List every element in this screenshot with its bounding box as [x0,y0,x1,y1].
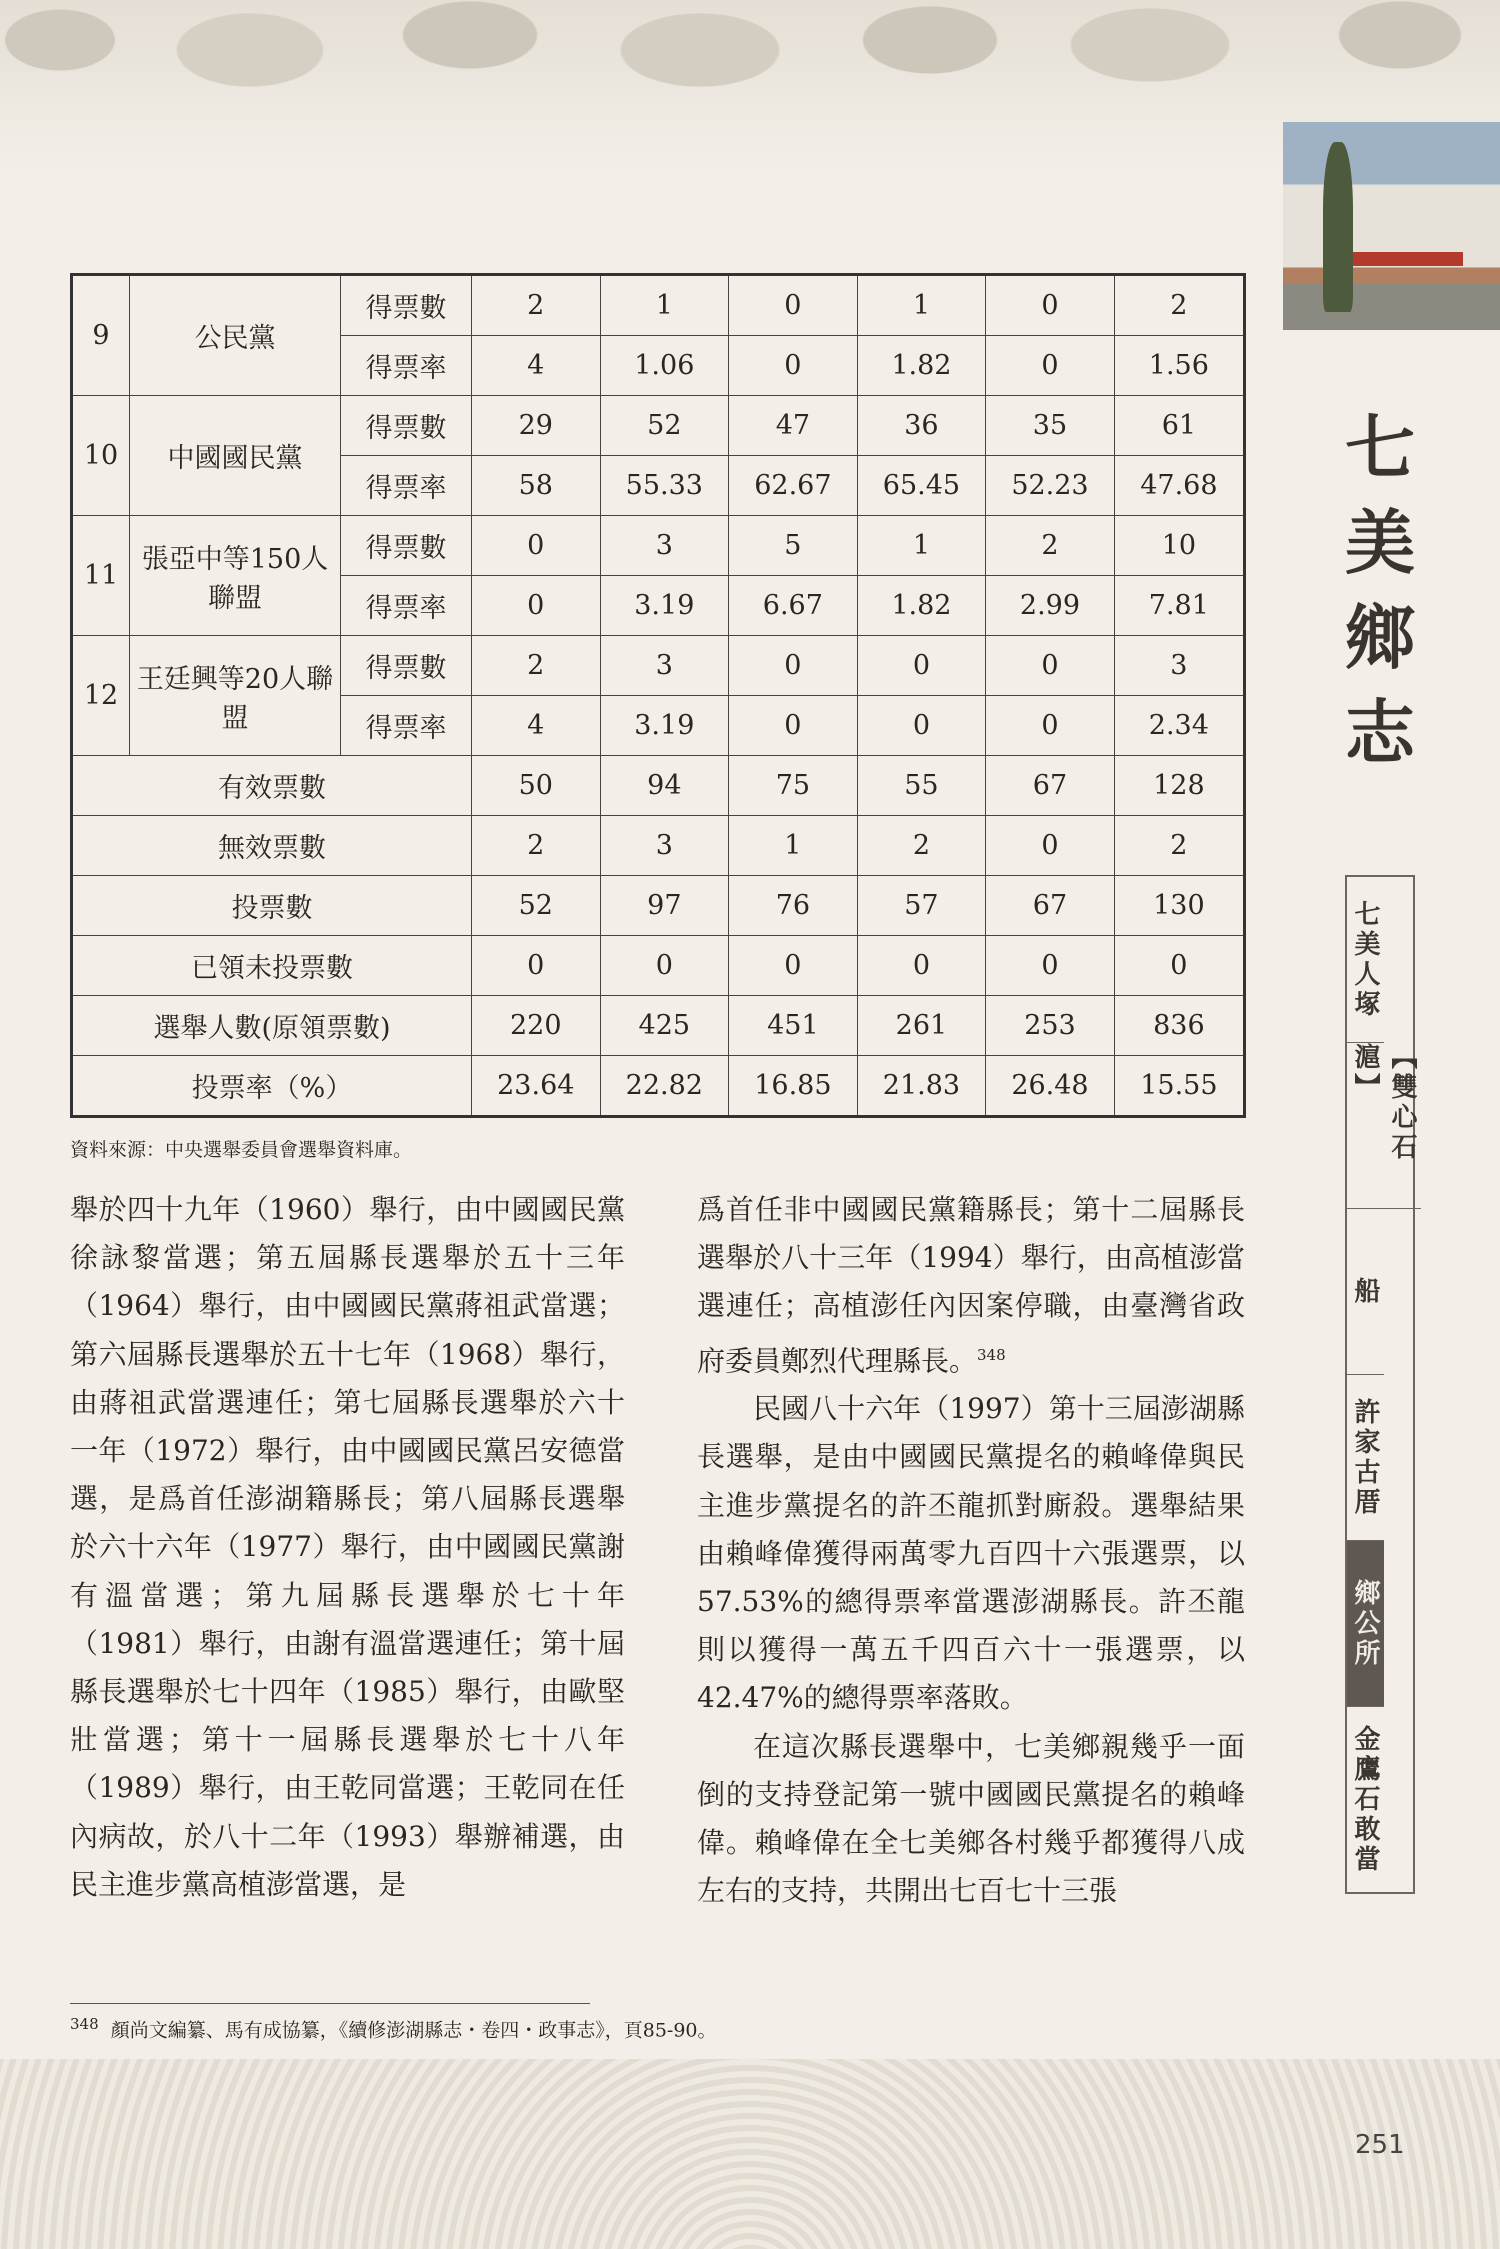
book-title-char: 美 [1345,501,1415,584]
table-cell: 2.34 [1114,696,1244,756]
table-cell: 2 [472,275,601,336]
table-cell: 0 [986,816,1115,876]
table-cell: 2 [472,816,601,876]
table-row [72,816,1245,876]
table-cell: 2 [1114,816,1244,876]
table-cell: 3 [600,636,729,696]
table-cell: 22.82 [600,1056,729,1117]
row-label: 得票數 [341,516,472,576]
table-cell: 67 [986,876,1115,936]
table-cell: 261 [857,996,986,1056]
table-cell: 0 [729,636,858,696]
paragraph: 在這次縣長選舉中，七美鄉親幾乎一面倒的支持登記第一號中國國民黨提名的賴峰偉。賴峰偉在全七美鄉各村幾乎都獲得八成左右的支持，共開出七百七十三張 [697,1729,1245,1908]
footnote-divider [70,2003,590,2004]
table-cell: 2 [986,516,1115,576]
township-office-photo [1283,122,1500,330]
table-cell: 253 [986,996,1115,1056]
footnote-number: 348 [70,2015,99,2033]
book-title-char: 志 [1345,691,1415,774]
footnote-text: 顏尚文編纂、馬有成協纂，《續修澎湖縣志・卷四・政事志》，頁85-90。 [110,2019,717,2042]
paragraph [697,1186,1245,1385]
table-cell: 1.82 [857,336,986,396]
table-cell: 1.82 [857,576,986,636]
table-cell: 128 [1114,756,1244,816]
total-label: 有效票數 [72,756,472,816]
table-cell: 2 [472,636,601,696]
table-row [72,516,1245,576]
table-cell: 58 [472,456,601,516]
table-cell: 1 [729,816,858,876]
table-cell: 0 [729,336,858,396]
table-row [72,396,1245,456]
table-cell: 75 [729,756,858,816]
paragraph: 民國八十六年（1997）第十三屆澎湖縣長選舉，是由中國國民黨提名的賴峰偉與民主進步黨提名的許丕龍抓對廝殺。選舉結果由賴峰偉獲得兩萬零九百四十六張選票，以57.53%的總得票率當選澎湖縣長。許丕龍則以獲得一萬五千四百六十一張選票，以42.47%的總得票率落敗。 [697,1392,1245,1715]
table-cell: 0 [857,696,986,756]
table-cell: 0 [729,696,858,756]
chapter-tabs [1345,875,1415,1894]
candidate-number: 10 [72,396,130,516]
book-title-char: 鄉 [1345,596,1415,679]
table-cell: 0 [857,636,986,696]
table-cell: 3.19 [600,576,729,636]
candidate-name: 王廷興等20人聯盟 [130,636,341,756]
banner [1353,252,1463,266]
row-label: 得票數 [341,275,472,336]
table-cell: 2 [857,816,986,876]
table-cell: 67 [986,756,1115,816]
table-cell: 2 [1114,275,1244,336]
table-cell: 3.19 [600,696,729,756]
footnote [70,2015,717,2042]
table-cell: 2.99 [986,576,1115,636]
tab-qimei-tomb[interactable]: 七美人塚 [1347,877,1384,1043]
table-cell: 1.06 [600,336,729,396]
tree [1323,142,1353,312]
total-label: 投票數 [72,876,472,936]
candidate-name: 中國國民黨 [130,396,341,516]
tab-township-office[interactable]: 鄉公所 [1347,1541,1384,1707]
total-label: 無效票數 [72,816,472,876]
table-cell: 55.33 [600,456,729,516]
table-cell: 52.23 [986,456,1115,516]
row-label: 得票數 [341,636,472,696]
table-cell: 0 [472,936,601,996]
table-cell: 1 [857,516,986,576]
table-cell: 36 [857,396,986,456]
tab-eagle-stone[interactable]: 金鷹石敢當 [1350,1724,1380,1875]
table-cell: 50 [472,756,601,816]
table-cell: 3 [600,816,729,876]
table-cell: 0 [729,936,858,996]
table-cell: 0 [986,275,1115,336]
table-cell: 61 [1114,396,1244,456]
table-cell: 0 [1114,936,1244,996]
row-label: 得票率 [341,336,472,396]
tab-boat[interactable]: 船 [1347,1209,1384,1375]
paragraph-text: 爲首任非中國國民黨籍縣長；第十二屆縣長選舉於八十三年（1994）舉行，由高植澎當選連任；高植澎任內因案停職，由臺灣省政府委員鄭烈代理縣長。 [697,1193,1245,1377]
table-row [72,756,1245,816]
table-cell: 76 [729,876,858,936]
tab-twin-hearts-weir[interactable]: 【雙心石滬】 [1347,1043,1421,1209]
table-cell: 3 [600,516,729,576]
table-cell: 130 [1114,876,1244,936]
candidate-number: 12 [72,636,130,756]
row-label: 得票率 [341,696,472,756]
table-cell: 10 [1114,516,1244,576]
table-cell: 16.85 [729,1056,858,1117]
table-cell: 1.56 [1114,336,1244,396]
table-cell: 4 [472,336,601,396]
candidate-name: 張亞中等150人聯盟 [130,516,341,636]
body-column-right [697,1186,1245,1915]
table-cell: 0 [986,336,1115,396]
table-cell: 0 [600,936,729,996]
table-source: 資料來源：中央選舉委員會選舉資料庫。 [70,1139,413,1161]
table-cell: 35 [986,396,1115,456]
table-cell: 1 [600,275,729,336]
table-cell: 55 [857,756,986,816]
table-cell: 57 [857,876,986,936]
table-row [72,936,1245,996]
election-results-table [70,273,1246,1118]
table-row [72,636,1245,696]
table-cell: 836 [1114,996,1244,1056]
table-cell: 15.55 [1114,1056,1244,1117]
table-cell: 1 [857,275,986,336]
table-cell: 3 [1114,636,1244,696]
table-cell: 29 [472,396,601,456]
table-cell: 5 [729,516,858,576]
body-column-left [70,1186,625,1909]
table-cell: 65.45 [857,456,986,516]
page-number: 251 [1355,2130,1405,2160]
candidate-number: 9 [72,275,130,396]
table-cell: 0 [857,936,986,996]
table-cell: 47 [729,396,858,456]
table-cell: 26.48 [986,1056,1115,1117]
table-cell: 0 [729,275,858,336]
table-cell: 94 [600,756,729,816]
row-label: 得票率 [341,576,472,636]
table-cell: 6.67 [729,576,858,636]
footnote-ref[interactable]: 348 [977,1345,1006,1364]
table-cell: 62.67 [729,456,858,516]
total-label: 投票率（%） [72,1056,472,1117]
table-cell: 0 [986,696,1115,756]
table-cell: 0 [472,576,601,636]
table-row [72,876,1245,936]
table-cell: 47.68 [1114,456,1244,516]
row-label: 得票數 [341,396,472,456]
table-cell: 7.81 [1114,576,1244,636]
total-label: 選舉人數(原領票數) [72,996,472,1056]
table-cell: 0 [986,636,1115,696]
book-title [1330,400,1430,780]
table-row [72,1056,1245,1117]
table-cell: 425 [600,996,729,1056]
wave-decoration-bottom [0,2059,1500,2249]
total-label: 已領未投票數 [72,936,472,996]
table-row [72,996,1245,1056]
table-cell: 23.64 [472,1056,601,1117]
book-title-char: 七 [1345,406,1415,489]
table-cell: 97 [600,876,729,936]
paragraph: 舉於四十九年（1960）舉行，由中國國民黨徐詠黎當選；第五屆縣長選舉於五十三年（1964）舉行，由中國國民黨蔣祖武當選；第六屆縣長選舉於五十七年（1968）舉行，由蔣祖武當選連任；第七屆縣長選舉於六十一年（1972）舉行，由中國國民黨呂安德當選，是爲首任澎湖籍縣長；第八屆縣長選舉於六十六年（1977）舉行，由中國國民黨謝有溫當選；第九屆縣長選舉於七十年（1981）舉行，由謝有溫當選連任；第十屆縣長選舉於七十四年（1985）舉行，由歐堅壯當選；第十一屆縣長選舉於七十八年（1989）舉行，由王乾同當選；王乾同在任內病故，於八十二年（1993）舉辦補選，由民主進步黨高植澎當選，是 [70,1193,625,1901]
table-cell: 220 [472,996,601,1056]
candidate-number: 11 [72,516,130,636]
table-cell: 52 [472,876,601,936]
table-cell: 0 [986,936,1115,996]
tab-hsu-house[interactable]: 許家古厝 [1347,1375,1384,1541]
table-row [72,275,1245,336]
table-cell: 0 [472,516,601,576]
table-cell: 4 [472,696,601,756]
candidate-name: 公民黨 [130,275,341,396]
table-cell: 451 [729,996,858,1056]
cloud-decoration-top [0,0,1500,170]
row-label: 得票率 [341,456,472,516]
table-cell: 21.83 [857,1056,986,1117]
table-cell: 52 [600,396,729,456]
